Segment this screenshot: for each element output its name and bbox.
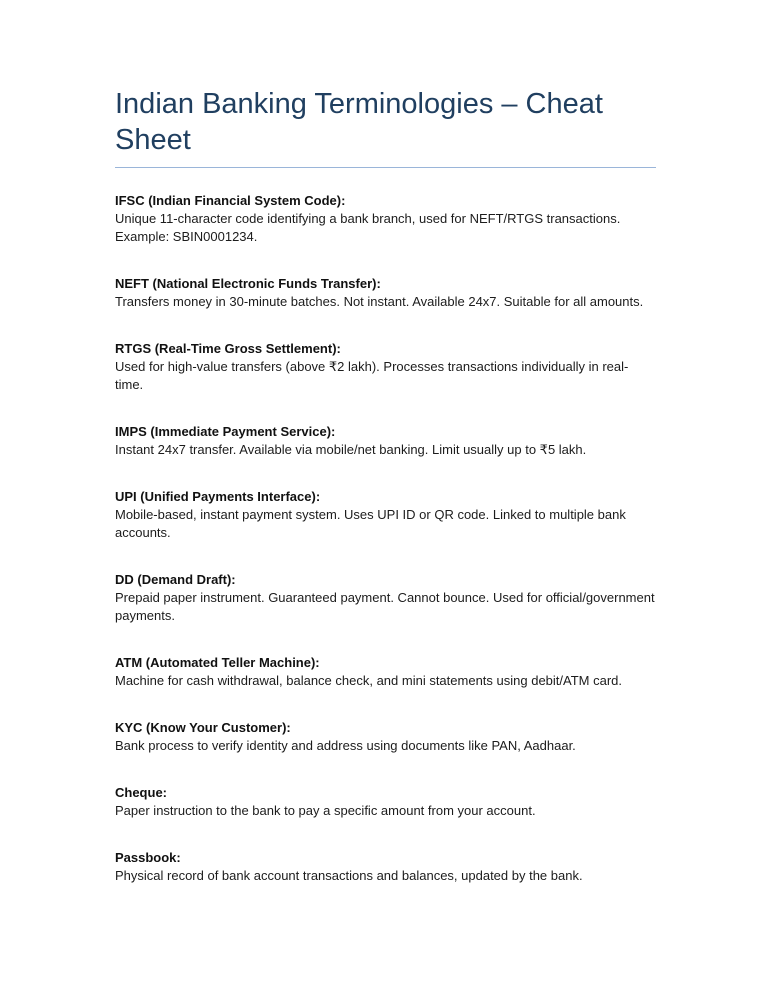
term-definition: Bank process to verify identity and address using documents like PAN, Aadhaar. (115, 738, 576, 753)
term-definition: Used for high-value transfers (above ₹2 lakh). Processes transactions individually in real-time. (115, 359, 629, 392)
term-entry (115, 654, 656, 690)
term-entry (115, 192, 656, 246)
term-definition: Prepaid paper instrument. Guaranteed payment. Cannot bounce. Used for official/government payments. (115, 590, 655, 623)
term-definition: Mobile-based, instant payment system. Uses UPI ID or QR code. Linked to multiple bank accounts. (115, 507, 626, 540)
term-heading: UPI (Unified Payments Interface): (115, 489, 321, 504)
term-entry (115, 340, 656, 394)
term-definition: Machine for cash withdrawal, balance check, and mini statements using debit/ATM card. (115, 673, 622, 688)
term-heading: Passbook: (115, 850, 181, 865)
term-definition: Physical record of bank account transactions and balances, updated by the bank. (115, 868, 583, 883)
page-title: Indian Banking Terminologies – Cheat Sheet (115, 86, 656, 168)
term-definition: Instant 24x7 transfer. Available via mobile/net banking. Limit usually up to ₹5 lakh. (115, 442, 587, 457)
term-heading: ATM (Automated Teller Machine): (115, 655, 320, 670)
term-heading: Cheque: (115, 785, 167, 800)
term-heading: RTGS (Real-Time Gross Settlement): (115, 341, 341, 356)
term-heading: NEFT (National Electronic Funds Transfer): (115, 276, 381, 291)
term-entry (115, 719, 656, 755)
term-definition: Paper instruction to the bank to pay a specific amount from your account. (115, 803, 536, 818)
term-entry (115, 849, 656, 885)
term-entry (115, 784, 656, 820)
term-heading: IFSC (Indian Financial System Code): (115, 193, 346, 208)
term-definition: Unique 11-character code identifying a bank branch, used for NEFT/RTGS transactions. Example: SBIN0001234. (115, 211, 621, 244)
term-heading: DD (Demand Draft): (115, 572, 236, 587)
term-definition: Transfers money in 30-minute batches. Not instant. Available 24x7. Suitable for all amounts. (115, 294, 644, 309)
term-heading: KYC (Know Your Customer): (115, 720, 291, 735)
term-entry (115, 423, 656, 459)
term-entry (115, 571, 656, 625)
term-entry (115, 275, 656, 311)
term-entry (115, 488, 656, 542)
term-heading: IMPS (Immediate Payment Service): (115, 424, 336, 439)
